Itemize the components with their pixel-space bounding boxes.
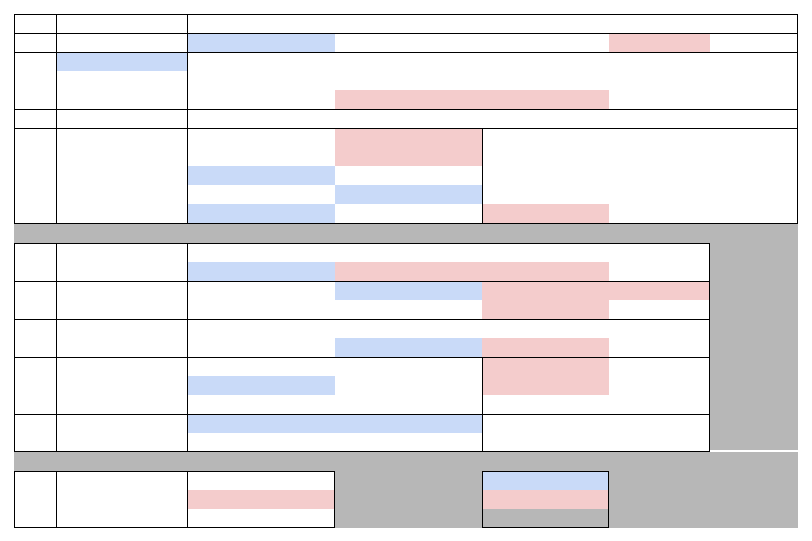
depth-player-2 xyxy=(187,414,335,433)
depth-player-2 xyxy=(187,300,335,319)
starter-name xyxy=(56,300,187,319)
position-label xyxy=(14,414,56,433)
depth-player-3 xyxy=(335,33,482,52)
depth-player-4 xyxy=(482,33,609,52)
depth-player-2 xyxy=(187,52,335,71)
depth-player-3 xyxy=(335,109,482,128)
depth-player-3 xyxy=(335,14,482,33)
starter-name xyxy=(56,490,187,509)
starter-name xyxy=(56,376,187,395)
depth-player-5 xyxy=(609,319,710,338)
position-label xyxy=(14,357,56,376)
depth-player-4 xyxy=(482,319,609,338)
starter-name xyxy=(56,319,187,338)
depth-player-4 xyxy=(482,338,609,357)
starter-name xyxy=(56,166,187,185)
depth-player-4 xyxy=(482,204,609,223)
position-label xyxy=(14,185,56,204)
depth-player-4 xyxy=(482,243,609,262)
depth-player-4 xyxy=(482,357,609,376)
starter-name xyxy=(56,395,187,414)
depth-player-2 xyxy=(187,490,335,509)
depth-player-4 xyxy=(482,185,609,204)
depth-player-3 xyxy=(335,357,482,376)
depth-player-2 xyxy=(187,71,335,90)
position-label xyxy=(14,33,56,52)
depth-player-3 xyxy=(335,300,482,319)
position-label xyxy=(14,300,56,319)
depth-player-2 xyxy=(187,14,335,33)
position-label xyxy=(14,376,56,395)
legend-item xyxy=(482,471,609,490)
depth-player-5 xyxy=(609,262,710,281)
depth-player-2 xyxy=(187,433,335,452)
starter-name xyxy=(56,14,187,33)
depth-player-5 xyxy=(609,33,710,52)
depth-player-3 xyxy=(335,185,482,204)
gray-separator xyxy=(14,224,798,243)
starter-name xyxy=(56,185,187,204)
position-label xyxy=(14,204,56,223)
depth-player-4 xyxy=(482,414,609,433)
depth-player-5 xyxy=(609,281,710,300)
depth-player-3 xyxy=(335,204,482,223)
starter-name xyxy=(56,147,187,166)
starter-name xyxy=(56,281,187,300)
depth-player-3 xyxy=(335,166,482,185)
position-label xyxy=(14,281,56,300)
starter-name xyxy=(56,204,187,223)
starter-name xyxy=(56,509,187,528)
starter-name xyxy=(56,433,187,452)
depth-player-2 xyxy=(187,281,335,300)
depth-player-5 xyxy=(609,52,710,71)
depth-player-4 xyxy=(482,281,609,300)
depth-player-4 xyxy=(482,262,609,281)
depth-player-3 xyxy=(335,433,482,452)
depth-player-4 xyxy=(482,376,609,395)
starter-name xyxy=(56,71,187,90)
starter-name xyxy=(56,471,187,490)
depth-player-2 xyxy=(187,376,335,395)
position-label xyxy=(14,509,56,528)
starter-name xyxy=(56,414,187,433)
legend-item xyxy=(482,509,609,528)
depth-player-2 xyxy=(187,319,335,338)
position-label xyxy=(14,338,56,357)
position-label xyxy=(14,71,56,90)
position-label xyxy=(14,14,56,33)
depth-player-3 xyxy=(335,128,482,147)
depth-player-2 xyxy=(187,243,335,262)
depth-player-3 xyxy=(335,71,482,90)
depth-player-5 xyxy=(609,109,710,128)
position-label xyxy=(14,471,56,490)
position-label xyxy=(14,262,56,281)
depth-player-3 xyxy=(335,338,482,357)
starter-name xyxy=(56,243,187,262)
starter-name xyxy=(56,109,187,128)
gray-filler-right xyxy=(710,224,798,450)
starter-name xyxy=(56,128,187,147)
depth-player-2 xyxy=(187,262,335,281)
position-label xyxy=(14,490,56,509)
depth-player-3 xyxy=(335,319,482,338)
starter-name xyxy=(56,262,187,281)
position-label xyxy=(14,319,56,338)
position-label xyxy=(14,52,56,71)
depth-player-4 xyxy=(482,300,609,319)
depth-player-3 xyxy=(335,52,482,71)
position-label xyxy=(14,395,56,414)
depth-player-2 xyxy=(187,90,335,109)
depth-player-2 xyxy=(187,33,335,52)
depth-player-3 xyxy=(335,147,482,166)
depth-player-3 xyxy=(335,262,482,281)
depth-player-2 xyxy=(187,185,335,204)
position-label xyxy=(14,147,56,166)
depth-player-2 xyxy=(187,147,335,166)
position-label xyxy=(14,109,56,128)
depth-player-3 xyxy=(335,90,482,109)
depth-player-2 xyxy=(187,338,335,357)
starter-name xyxy=(56,357,187,376)
position-label xyxy=(14,433,56,452)
position-label xyxy=(14,166,56,185)
depth-player-2 xyxy=(187,128,335,147)
depth-player-4 xyxy=(482,52,609,71)
position-label xyxy=(14,128,56,147)
depth-player-3 xyxy=(335,281,482,300)
depth-player-4 xyxy=(482,109,609,128)
starter-name xyxy=(56,52,187,71)
position-label xyxy=(14,243,56,262)
depth-player-6 xyxy=(710,109,798,128)
depth-player-2 xyxy=(187,357,335,376)
legend-item xyxy=(482,490,609,509)
starter-name xyxy=(56,338,187,357)
depth-player-4 xyxy=(482,90,609,109)
depth-player-3 xyxy=(335,376,482,395)
starter-name xyxy=(56,33,187,52)
depth-player-2 xyxy=(187,204,335,223)
depth-player-2 xyxy=(187,166,335,185)
depth-player-3 xyxy=(335,243,482,262)
starter-name xyxy=(56,90,187,109)
depth-player-2 xyxy=(187,109,335,128)
position-label xyxy=(14,90,56,109)
depth-player-3 xyxy=(335,414,482,433)
depth-player-4 xyxy=(482,71,609,90)
